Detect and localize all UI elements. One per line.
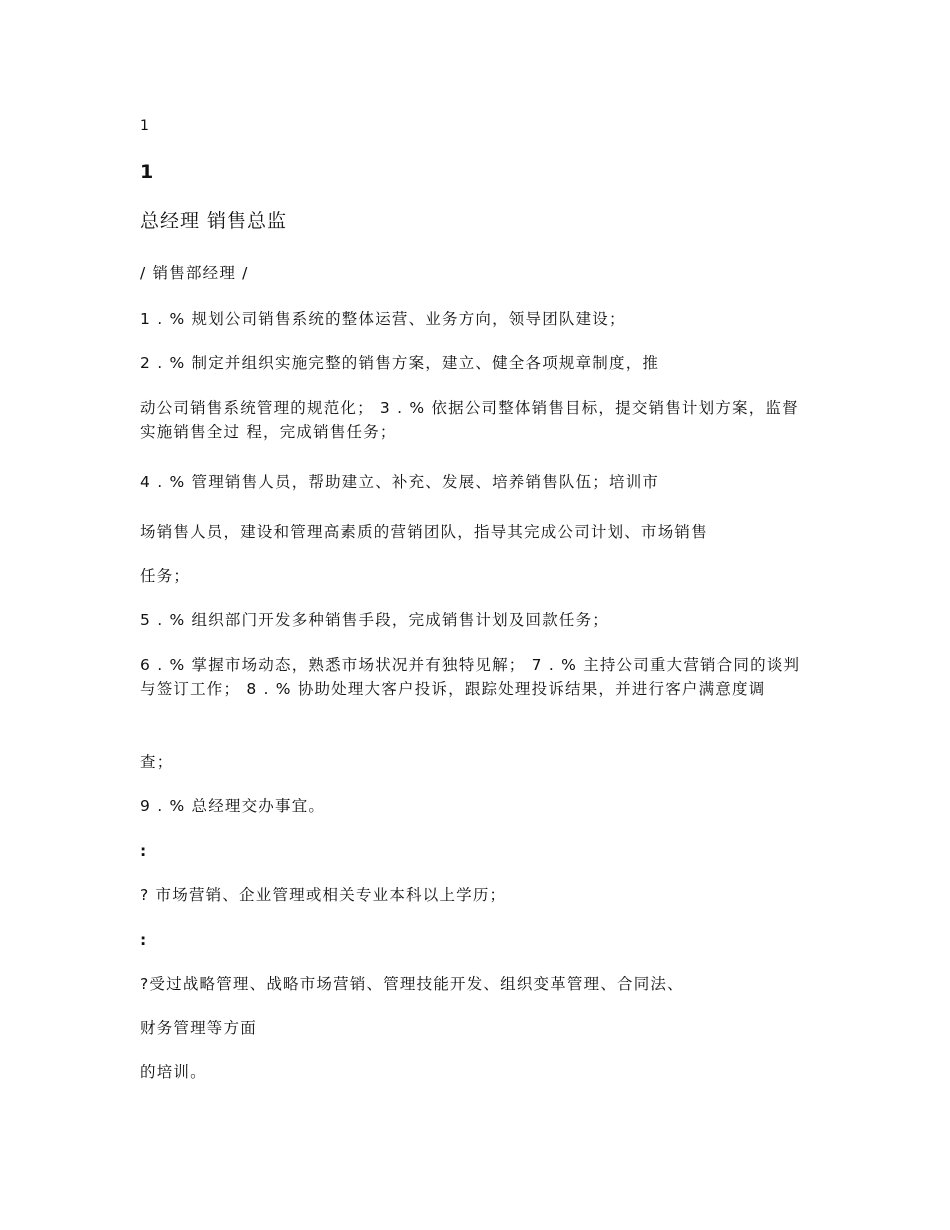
duty-line: 6 . % 掌握市场动态，熟悉市场状况并有独特见解； 7 . % 主持公司重大营销合同的谈判与签订工作； 8 . % 协助处理大客户投诉，跟踪处理投诉结果，并进行客户满意度调	[140, 656, 801, 698]
training-line: 财务管理等方面	[140, 1019, 257, 1037]
duty-line: 5 . % 组织部门开发多种销售手段，完成销售计划及回款任务；	[140, 611, 609, 629]
duty-line: 2 . % 制定并组织实施完整的销售方案，建立、健全各项规章制度，推	[140, 354, 660, 372]
document-subtitle: / 销售部经理 /	[140, 264, 249, 282]
section-colon: :	[140, 842, 148, 860]
duty-line: 任务；	[140, 567, 191, 585]
duty-line: 1 . % 规划公司销售系统的整体运营、业务方向，领导团队建设；	[140, 310, 626, 328]
training-line: 的培训。	[140, 1063, 207, 1081]
education-requirement: ? 市场营销、企业管理或相关专业本科以上学历；	[140, 886, 507, 904]
duty-line: 动公司销售系统管理的规范化； 3 . % 依据公司整体销售目标，提交销售计划方案，监督实施销售全过 程，完成销售任务；	[140, 399, 799, 441]
duty-line: 场销售人员，建设和管理高素质的营销团队，指导其完成公司计划、市场销售	[140, 523, 708, 541]
section-colon: :	[140, 931, 148, 949]
document-title: 总经理 销售总监	[140, 210, 288, 232]
section-number: 1	[140, 161, 155, 183]
duty-line: 查；	[140, 753, 174, 771]
duty-line: 4 . % 管理销售人员，帮助建立、补充、发展、培养销售队伍；培训市	[140, 473, 660, 491]
duty-line: 9 . % 总经理交办事宜。	[140, 797, 326, 815]
page-marker: 1	[140, 118, 151, 134]
training-line: ?受过战略管理、战略市场营销、管理技能开发、组织变革管理、合同法、	[140, 975, 684, 993]
